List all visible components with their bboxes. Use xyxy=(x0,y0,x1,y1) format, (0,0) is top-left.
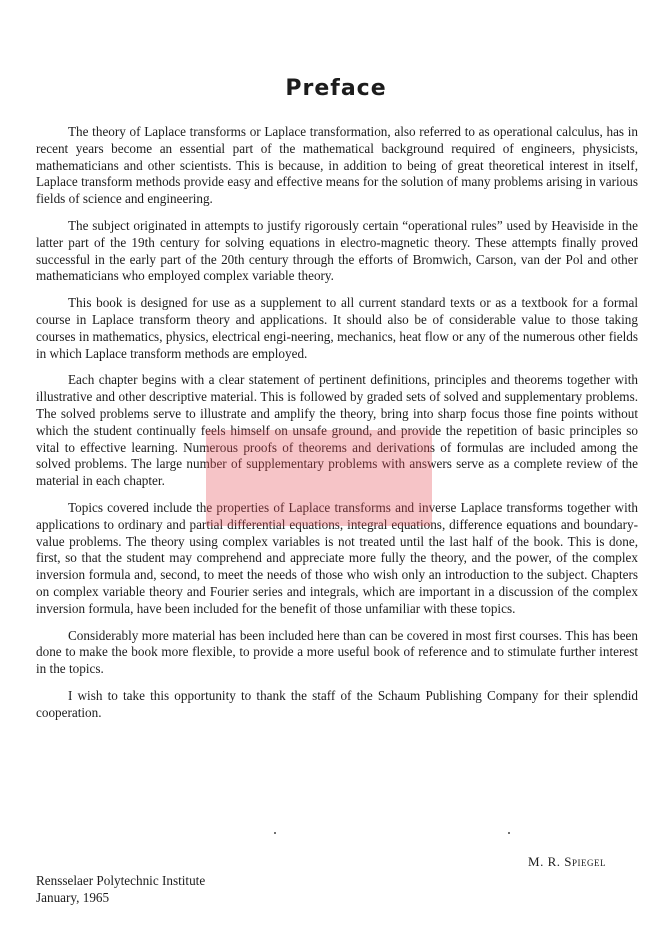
institution-name: Rensselaer Polytechnic Institute xyxy=(36,873,206,888)
author-affiliation xyxy=(36,872,205,906)
paragraph: Topics covered include the properties of Laplace transforms and inverse Laplace transforms together with applications to ordinary and partial differential equations, integral equations, difference equations and boundary-value problems. The theory using complex variables is not treated until the last half of the book. This is done, first, so that the student may comprehend and appreciate more fully the theory, and the power, of the complex inversion formula and, second, to meet the needs of those who wish only an introduction to the subject. Chapters on complex variable theory and Fourier series and integrals, which are important in a discussion of the complex inversion formula, have been included for the benefit of those unfamiliar with these topics. xyxy=(36,499,638,616)
print-speck xyxy=(508,832,510,834)
paragraph: The theory of Laplace transforms or Laplace transformation, also referred to as operational calculus, has in recent years become an essential part of the mathematical background required of engineers, physicists, mathematicians and other scientists. This is because, in addition to being of great theoretical interest in itself, Laplace transform methods provide easy and effective means for the solution of many problems arising in various fields of science and engineering. xyxy=(36,124,638,207)
print-speck xyxy=(274,832,276,834)
preface-date: January, 1965 xyxy=(36,890,110,905)
paragraph: I wish to take this opportunity to thank the staff of the Schaum Publishing Company for their splendid cooperation. xyxy=(36,687,638,720)
paragraph: This book is designed for use as a supplement to all current standard texts or as a textbook for a formal course in Laplace transform theory and applications. It should also be of considerable value to those taking courses in mathematics, physics, electrical engi-neering, mechanics, heat flow or any of the numerous other fields in which Laplace transform methods are employed. xyxy=(36,295,638,361)
paragraph: The subject originated in attempts to justify rigorously certain “operational rules” used by Heaviside in the latter part of the 19th century for solving equations in electro-magnetic theory. These attempts finally proved successful in the early part of the 20th century through the efforts of Bromwich, Carson, van der Pol and other mathematicians who employed complex variable theory. xyxy=(36,217,638,284)
paragraph: Considerably more material has been included here than can be covered in most first courses. This has been done to make the book more flexible, to provide a more useful book of reference and to stimulate further interest in the topics. xyxy=(36,627,638,677)
paragraph: Each chapter begins with a clear statement of pertinent definitions, principles and theorems together with illustrative and other descriptive material. This is followed by graded sets of solved and supplementary problems. The solved problems serve to illustrate and amplify the theory, bring into sharp focus those fine points without which the student continually feels himself on unsafe ground, and provide the repetition of basic principles so vital to effective learning. Numerous proofs of theorems and derivations of formulas are included among the solved problems. The large number of supplementary problems with answers serve as a complete review of the material in each chapter. xyxy=(36,372,638,489)
author-signature: M. R. Spiegel xyxy=(528,854,606,869)
page-title: Preface xyxy=(285,76,387,101)
preface-body xyxy=(36,124,638,732)
